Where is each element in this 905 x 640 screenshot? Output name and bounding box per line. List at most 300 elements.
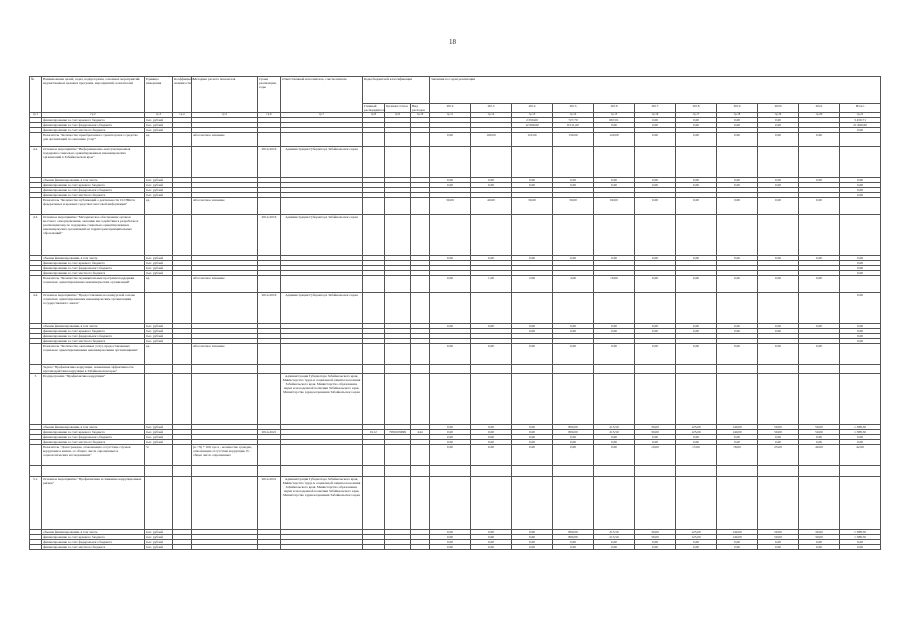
value-cell: 213,50 (594, 429, 635, 434)
value-cell: 0,00 (840, 270, 881, 275)
value-cell: 0,00 (717, 117, 758, 122)
value-cell (430, 214, 471, 255)
row-unit: тыс. рублей (145, 534, 173, 539)
value-cell (635, 292, 676, 323)
value-cell (471, 364, 512, 373)
value-cell: 0,00 (799, 434, 840, 439)
value-cell: 0,00 (512, 328, 553, 333)
value-cell: 0,00 (758, 197, 799, 214)
value-cell: 30,00 (635, 534, 676, 539)
row-budget-gr (363, 476, 385, 529)
row-name: Показатель "Количество публикаций о деятельности СО НКО в федеральных и краевых средствах массовой информации" (42, 197, 145, 214)
row-name: финансирование за счет федерального бюджета (42, 122, 145, 127)
row-budget-gr (363, 275, 385, 292)
row-executor (281, 132, 363, 146)
row-unit (145, 214, 173, 255)
row-weight (173, 444, 192, 465)
header-year: 2017 (635, 104, 676, 113)
value-cell: 0,00 (840, 127, 881, 132)
row-unit: тыс. рублей (145, 117, 173, 122)
value-cell (430, 364, 471, 373)
value-cell: 0,00 (553, 177, 594, 182)
value-cell: 0,00 (799, 197, 840, 214)
row-executor: Администрация Губернатора Забайкальского края, Министерство труда и социальной защиты населения Забайкальского края, Министерство образования, науки и молодежной политики Забайкальского края, Министерство здравоохранения Забайкальского края (281, 373, 363, 424)
table-row (30, 146, 881, 177)
row-unit: ед. (145, 197, 173, 214)
value-cell: 12 699,60 (512, 122, 553, 127)
row-executor (281, 197, 363, 214)
row-method: Абсолютное значение (192, 275, 258, 292)
value-cell (512, 476, 553, 529)
column-number: гр.21 (840, 113, 881, 118)
value-cell: 25,00 (758, 444, 799, 465)
value-cell: 0,00 (635, 434, 676, 439)
value-cell: 30,00 (635, 429, 676, 434)
value-cell (717, 476, 758, 529)
header-budget-gr: Главный распорядитель (364, 104, 386, 112)
row-budget-gr (363, 444, 385, 465)
row-budget-vr (411, 465, 430, 476)
row-unit: тыс. рублей (145, 539, 173, 544)
value-cell: 50,00 (799, 424, 840, 429)
row-weight (173, 197, 192, 214)
row-budget-cs (385, 544, 411, 549)
value-cell: 18,00 (717, 444, 758, 465)
value-cell: 0,00 (471, 429, 512, 434)
row-name: объемы финансирования, в том числе (42, 255, 145, 260)
row-budget-gr (363, 343, 385, 364)
header-name: Наименование целей, задач, подпрограмм, основных мероприятий, ведомственных целевых программ, мероприятий, показателей (42, 77, 145, 113)
value-cell: 0,00 (799, 544, 840, 549)
row-name: финансирование за счет местного бюджета (42, 439, 145, 444)
value-cell (512, 146, 553, 177)
value-cell: 0,00 (430, 132, 471, 146)
column-number: гр.1 (30, 113, 42, 118)
value-cell: 0,00 (676, 197, 717, 214)
value-cell (758, 292, 799, 323)
value-cell: 0,00 (430, 424, 471, 429)
row-name: финансирование за счет краевого бюджета (42, 260, 145, 265)
value-cell (430, 465, 471, 476)
column-number: гр.20 (799, 113, 840, 118)
row-period: 2014-2016 (258, 146, 281, 177)
value-cell: 0,00 (594, 343, 635, 364)
value-cell: 0,00 (840, 333, 881, 338)
value-cell: 0,00 (717, 323, 758, 328)
value-cell: 0,00 (553, 544, 594, 549)
row-period: 2014-2016 (258, 214, 281, 255)
value-cell (676, 292, 717, 323)
value-cell: 130,00 (553, 132, 594, 146)
value-cell (635, 214, 676, 255)
value-cell: 140,00 (717, 429, 758, 434)
row-name: финансирование за счет федерального бюджета (42, 187, 145, 192)
value-cell: 800,00 (553, 529, 594, 534)
value-cell: 0,00 (553, 444, 594, 465)
row-unit: тыс. рублей (145, 192, 173, 197)
header-year: Итого (840, 104, 881, 113)
value-cell: 0,00 (717, 544, 758, 549)
column-number: гр.3 (145, 113, 173, 118)
row-unit (145, 292, 173, 323)
row-name: финансирование за счет федерального бюджета (42, 333, 145, 338)
value-cell: 120,00 (594, 132, 635, 146)
value-cell: 0,00 (635, 177, 676, 182)
value-cell: 0,00 (430, 444, 471, 465)
value-cell (676, 465, 717, 476)
row-unit: тыс. рублей (145, 255, 173, 260)
value-cell: 0,00 (635, 328, 676, 333)
value-cell: 0,00 (676, 439, 717, 444)
value-cell: 0,00 (430, 275, 471, 292)
row-executor (281, 343, 363, 364)
row-weight (173, 373, 192, 424)
value-cell (758, 364, 799, 373)
value-cell: 0,00 (635, 275, 676, 292)
value-cell: 0,00 (758, 539, 799, 544)
value-cell: 0,00 (676, 539, 717, 544)
value-cell (471, 292, 512, 323)
row-name: Показатель "Количество приобретенного транспортного средства для организаций по оказанию услуг" (42, 132, 145, 146)
row-method (192, 544, 258, 549)
value-cell: 0,00 (799, 275, 840, 292)
value-cell: 15,00 (676, 444, 717, 465)
column-number: гр.6 (258, 113, 281, 118)
row-budget-vr (411, 132, 430, 146)
row-name: финансирование за счет краевого бюджета (42, 328, 145, 333)
value-cell (471, 476, 512, 529)
column-number: гр.7 (281, 113, 363, 118)
value-cell: 125,00 (676, 534, 717, 539)
row-weight (173, 544, 192, 549)
row-name: объемы финансирования, в том числе (42, 424, 145, 429)
value-cell: 0,00 (717, 197, 758, 214)
value-cell: 0,00 (676, 328, 717, 333)
value-cell (840, 465, 881, 476)
value-cell: 0,00 (430, 434, 471, 439)
row-number: 4.2. (30, 146, 42, 177)
value-cell (799, 214, 840, 255)
row-name: финансирование за счет местного бюджета (42, 544, 145, 549)
value-cell: 0,00 (676, 275, 717, 292)
program-table (29, 76, 881, 550)
row-period (258, 544, 281, 549)
value-cell: 0,00 (840, 439, 881, 444)
row-executor (281, 544, 363, 549)
row-budget-vr (411, 444, 430, 465)
value-cell: 0,00 (676, 434, 717, 439)
value-cell (799, 292, 840, 323)
value-cell: 0,00 (840, 539, 881, 544)
row-name: финансирование за счет краевого бюджета (42, 117, 145, 122)
row-budget-cs (385, 292, 411, 323)
value-cell: 0,00 (717, 328, 758, 333)
row-name: объемы финансирования, в том числе (42, 529, 145, 534)
row-executor: Администрация Губернатора Забайкальского края (281, 146, 363, 177)
value-cell: 800,00 (553, 424, 594, 429)
row-unit: тыс. рублей (145, 338, 173, 343)
value-cell (635, 364, 676, 373)
table-row (30, 132, 881, 146)
row-executor (281, 275, 363, 292)
column-number: гр.4 (173, 113, 192, 118)
value-cell: 0,00 (594, 439, 635, 444)
value-cell (635, 146, 676, 177)
value-cell (512, 465, 553, 476)
value-cell: 30,00 (512, 197, 553, 214)
row-unit: тыс. рублей (145, 177, 173, 182)
header-no: № (30, 77, 42, 113)
value-cell (840, 132, 881, 146)
value-cell (799, 373, 840, 424)
row-name: Показатель "Количество муниципальных программ поддержки социально ориентированных некоммерческих организаций" (42, 275, 145, 292)
column-number: гр.19 (758, 113, 799, 118)
column-number: гр.12 (471, 113, 512, 118)
row-name: Основное мероприятие "Профилактика и снижение коррупционных рисков" (42, 476, 145, 529)
value-cell: 0,00 (799, 255, 840, 260)
row-weight (173, 476, 192, 529)
value-cell: 125,00 (676, 424, 717, 429)
row-unit: тыс. рублей (145, 424, 173, 429)
value-cell: 0,00 (799, 343, 840, 364)
value-cell: 0,00 (635, 182, 676, 187)
column-number: гр.13 (512, 113, 553, 118)
value-cell: 100,00 (471, 132, 512, 146)
row-name: финансирование за счет краевого бюджета (42, 429, 145, 434)
value-cell: 0,00 (799, 539, 840, 544)
value-cell: 0,00 (717, 434, 758, 439)
value-cell (430, 476, 471, 529)
row-unit: тыс. рублей (145, 260, 173, 265)
value-cell: 0,00 (430, 255, 471, 260)
value-cell: 0,00 (430, 539, 471, 544)
row-budget-vr (411, 476, 430, 529)
value-cell: 50,00 (799, 429, 840, 434)
row-executor (281, 364, 363, 373)
row-unit: тыс. рублей (145, 328, 173, 333)
value-cell: 140,00 (717, 534, 758, 539)
value-cell (430, 373, 471, 424)
row-number (30, 544, 42, 549)
value-cell: 213,50 (594, 529, 635, 534)
header-method: Методика расчета показателя (192, 77, 258, 113)
value-cell (594, 465, 635, 476)
row-executor: Администрация Губернатора Забайкальского края, Министерство труда и социальной защиты населения Забайкальского края, Министерство образования, науки и молодежной политики Забайкальского края, Министерство здравоохранения Забайкальского края (281, 476, 363, 529)
value-cell: 0,00 (799, 439, 840, 444)
table-row (30, 444, 881, 465)
value-cell (512, 364, 553, 373)
value-cell (840, 146, 881, 177)
value-cell: 0,00 (635, 122, 676, 127)
value-cell (717, 214, 758, 255)
value-cell: 0,00 (553, 539, 594, 544)
value-cell: 0,00 (717, 275, 758, 292)
row-method (192, 214, 258, 255)
value-cell: 1 388,50 (840, 429, 881, 434)
value-cell: 0,00 (635, 323, 676, 328)
value-cell (430, 292, 471, 323)
row-method: (n / N) * 100, где n - количество граждан, отмечающих отсутствие коррупции, N - общее число опрошенных (192, 444, 258, 465)
table-row (30, 214, 881, 255)
value-cell (553, 364, 594, 373)
row-budget-gr (363, 292, 385, 323)
value-cell: 0,00 (471, 182, 512, 187)
value-cell: 213,50 (594, 534, 635, 539)
value-cell: 0,00 (676, 177, 717, 182)
row-number (30, 444, 42, 465)
value-cell: 0,00 (512, 539, 553, 544)
row-budget-gr (363, 132, 385, 146)
value-cell (840, 197, 881, 214)
row-period (258, 132, 281, 146)
value-cell: 0,00 (717, 255, 758, 260)
column-number: гр.15 (594, 113, 635, 118)
row-executor (281, 444, 363, 465)
row-budget-vr (411, 146, 430, 177)
row-unit: тыс. рублей (145, 265, 173, 270)
row-weight (173, 146, 192, 177)
row-weight (173, 343, 192, 364)
column-number: гр.18 (717, 113, 758, 118)
row-weight (173, 132, 192, 146)
row-budget-gr (363, 465, 385, 476)
value-cell: 21 660,60 (840, 122, 881, 127)
value-cell: 0,00 (758, 132, 799, 146)
value-cell: 1,00 (471, 275, 512, 292)
row-budget-cs: 7950109999 (385, 429, 411, 434)
row-budget-cs (385, 465, 411, 476)
table-row (30, 343, 881, 364)
value-cell: 0,00 (430, 343, 471, 364)
row-budget-cs (385, 476, 411, 529)
value-cell: 0,00 (635, 132, 676, 146)
row-name: финансирование за счет федерального бюджета (42, 265, 145, 270)
value-cell: 0,00 (512, 424, 553, 429)
row-unit (145, 373, 173, 424)
value-cell: 0,00 (553, 255, 594, 260)
row-unit (145, 364, 173, 373)
row-budget-vr (411, 343, 430, 364)
value-cell: 800,00 (553, 429, 594, 434)
value-cell: 50,00 (758, 429, 799, 434)
value-cell: 0,00 (840, 187, 881, 192)
value-cell: 42,00 (840, 444, 881, 465)
value-cell (676, 364, 717, 373)
value-cell: 60,00 (594, 197, 635, 214)
value-cell (430, 146, 471, 177)
row-name: финансирование за счет местного бюджета (42, 192, 145, 197)
row-weight (173, 465, 192, 476)
column-number: гр.11 (430, 113, 471, 118)
row-unit: тыс. рублей (145, 270, 173, 275)
value-cell: 0,00 (676, 323, 717, 328)
row-period (258, 444, 281, 465)
row-period (258, 343, 281, 364)
value-cell: 0,00 (430, 544, 471, 549)
row-budget-gr (363, 214, 385, 255)
header-year: 2014 (512, 104, 553, 113)
value-cell: 0,00 (512, 439, 553, 444)
row-name (42, 465, 145, 476)
row-name: финансирование за счет федерального бюджета (42, 539, 145, 544)
value-cell: 2,00 (512, 275, 553, 292)
table-row (30, 364, 881, 373)
row-budget-gr (363, 146, 385, 177)
value-cell (840, 476, 881, 529)
row-number: 5 (30, 373, 42, 424)
value-cell: 0,00 (717, 182, 758, 187)
value-cell (799, 476, 840, 529)
row-budget-cs (385, 444, 411, 465)
row-period: 2014-2021 (258, 476, 281, 529)
column-number: гр.16 (635, 113, 676, 118)
header-year: 2016 (594, 104, 635, 113)
row-number (30, 465, 42, 476)
value-cell (553, 146, 594, 177)
row-method (192, 465, 258, 476)
row-budget-cs (385, 275, 411, 292)
value-cell (758, 373, 799, 424)
value-cell: 140,00 (717, 529, 758, 534)
header-row (30, 77, 881, 104)
header-budget-cs: Целевая статья (385, 104, 411, 113)
value-cell: 0,00 (471, 177, 512, 182)
value-cell: 10,00 (594, 275, 635, 292)
value-cell: 50,00 (758, 534, 799, 539)
value-cell (471, 214, 512, 255)
row-method: Абсолютное значение (192, 197, 258, 214)
value-cell: 50,00 (758, 529, 799, 534)
value-cell: 0,00 (471, 424, 512, 429)
row-budget-gr: 0112 (363, 429, 385, 434)
value-cell: 0,00 (676, 343, 717, 364)
value-cell: 0,00 (553, 434, 594, 439)
row-unit (145, 465, 173, 476)
row-budget-gr (363, 364, 385, 373)
row-period: 2014-2021 (258, 429, 281, 434)
value-cell: 0,00 (840, 192, 881, 197)
row-budget-cs (385, 214, 411, 255)
row-unit: тыс. рублей (145, 429, 173, 434)
value-cell: 0,00 (512, 255, 553, 260)
row-budget-vr (411, 364, 430, 373)
value-cell (553, 465, 594, 476)
row-name: Основное мероприятие "Методическое обеспечение органов местного самоуправления, оказание им содействия в разработке и реализации мер по поддержке социально ориентированных некоммерческих организаций на территории муниципальных образований" (42, 214, 145, 255)
row-budget-cs (385, 364, 411, 373)
value-cell (471, 146, 512, 177)
value-cell: 0,00 (635, 544, 676, 549)
header-period: Сроки реализации, годы (258, 77, 281, 113)
value-cell: 0,00 (676, 117, 717, 122)
value-cell: 0,00 (594, 434, 635, 439)
value-cell (553, 214, 594, 255)
table-row (30, 544, 881, 549)
value-cell: 30,00 (799, 534, 840, 539)
value-cell (676, 214, 717, 255)
table-row (30, 292, 881, 323)
row-number (30, 132, 42, 146)
column-number: гр.5 (192, 113, 258, 118)
value-cell: 0,00 (594, 182, 635, 187)
header-year: 2018 (676, 104, 717, 113)
header-year: 2012 (430, 104, 471, 113)
value-cell: 30,00 (635, 424, 676, 429)
header-executor: Ответственный исполнитель, соисполнитель (281, 77, 363, 113)
value-cell: 0,00 (635, 539, 676, 544)
value-cell: 3 450,71 (840, 117, 881, 122)
value-cell: 0,00 (635, 197, 676, 214)
header-year: 2015 (553, 104, 594, 113)
